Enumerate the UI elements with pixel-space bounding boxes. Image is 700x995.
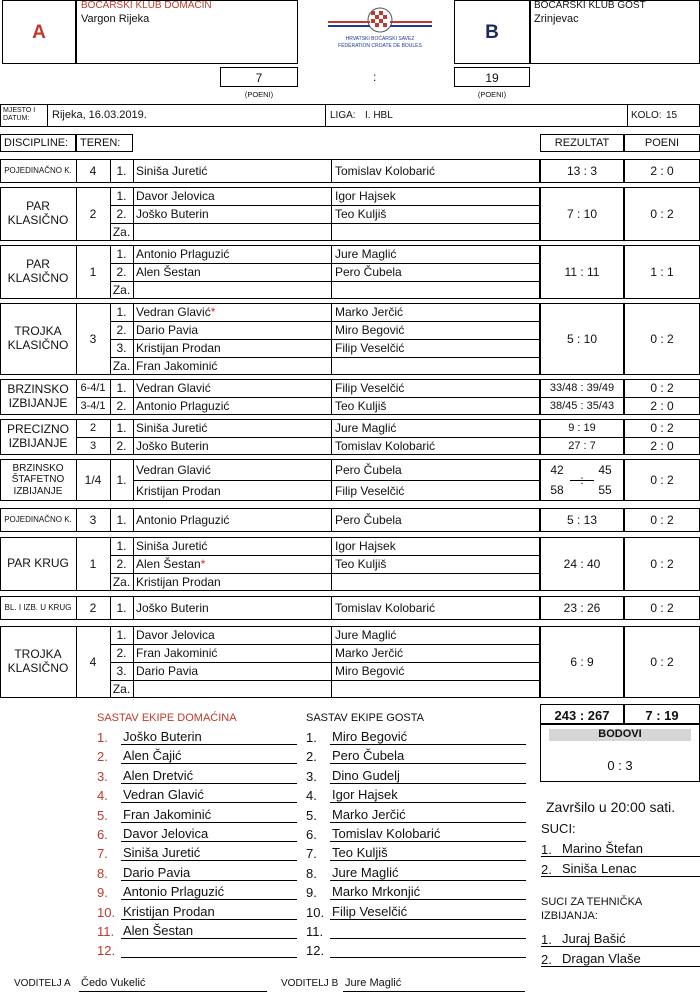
row-number: 1.: [116, 628, 127, 642]
col-divider: [331, 245, 332, 299]
field-number: 1: [89, 557, 97, 571]
roster-number: 10.: [306, 904, 325, 920]
roster-player-name: Igor Hajsek: [330, 787, 526, 803]
roster-player-name: Dario Pavia: [121, 865, 297, 881]
field-header: TEREN:: [76, 134, 133, 152]
game-points: 2 : 0: [650, 439, 674, 453]
roster-row: [306, 727, 526, 745]
row-number: 1.: [116, 164, 127, 178]
home-player-name: Fran Jakominić: [136, 646, 218, 660]
field-number: 2: [89, 421, 97, 434]
judge-number: 1.: [541, 932, 552, 947]
discipline-header: DISCIPLINE:: [0, 134, 76, 152]
roster-player-name: Kristijan Prodan: [121, 904, 297, 920]
row-number: Za.: [112, 283, 131, 297]
guest-player: Marko Jerčić: [335, 305, 404, 319]
field-number: 4: [89, 655, 97, 669]
row-number: 2.: [116, 646, 127, 660]
points-header: POENI: [624, 134, 700, 152]
guest-player: [335, 573, 539, 591]
total-result-box: [540, 704, 624, 724]
home-player: [136, 263, 330, 281]
roster-player-name: [121, 942, 297, 958]
game-points: 0 : 2: [650, 513, 674, 527]
home-player-name: Vedran Glavić: [136, 462, 211, 477]
home-poeni-label: (POENI): [244, 90, 274, 99]
col-divider: [133, 537, 134, 591]
game-points: 0 : 2: [650, 655, 674, 669]
roster-row: [97, 902, 297, 920]
field-number: 3: [89, 332, 97, 346]
roster-row: [97, 727, 297, 745]
roster-number: 1.: [97, 730, 108, 745]
home-player: [136, 555, 330, 573]
roster-number: 8.: [306, 865, 317, 881]
roster-number: 2.: [97, 749, 108, 765]
tech-label-2: IZBIJANJA:: [541, 910, 598, 922]
game-points: 0 : 2: [650, 557, 674, 571]
row-number: 1.: [116, 421, 127, 435]
roster-row: [306, 805, 526, 823]
relay-result-b1: 45: [598, 463, 612, 477]
home-player: [136, 205, 330, 223]
home-player: [136, 662, 330, 680]
roster-player-name: Teo Kuljiš: [330, 845, 526, 861]
row-number: 2.: [116, 207, 127, 221]
game-result: 23 : 26: [563, 601, 601, 615]
result-header: REZULTAT: [540, 134, 624, 152]
home-player-name: Kristijan Prodan: [136, 483, 221, 498]
discipline-name: BRZINSKO IZBIJANJE: [7, 382, 69, 410]
guest-player: Teo Kuljiš: [335, 207, 387, 221]
row-number: 1.: [116, 513, 127, 527]
home-player: [136, 281, 330, 299]
judge-row: [541, 859, 700, 877]
field-number: 1: [89, 265, 97, 279]
guest-club-name: Zrinjevac: [534, 13, 579, 25]
roster-number: 1.: [306, 730, 317, 745]
home-player-name: Davor Jelovica: [136, 189, 215, 203]
substitution-mark: *: [210, 305, 216, 319]
game-points: 1 : 1: [650, 265, 674, 279]
guest-player: Filip Veselčić: [335, 381, 405, 395]
roster-row: [97, 882, 297, 900]
guest-letter-box: [454, 0, 530, 64]
home-player: [136, 187, 330, 205]
home-player-name: Joško Buterin: [136, 207, 209, 221]
game-points: 0 : 2: [650, 601, 674, 615]
roster-number: 4.: [306, 788, 317, 804]
roster-number: 11.: [306, 924, 324, 939]
discipline-name: BRZINSKO ŠTAFETNO IZBIJANJE: [11, 462, 65, 497]
roster-row: [97, 940, 297, 958]
row-number: 2.: [116, 323, 127, 337]
home-player-name: Kristijan Prodan: [136, 575, 221, 589]
roster-row: [306, 940, 526, 958]
roster-player-name: Tomislav Kolobarić: [330, 826, 526, 842]
col-divider: [331, 508, 332, 532]
row-number: Za.: [112, 225, 131, 239]
roster-player-name: Dino Gudelj: [330, 768, 526, 784]
home-player-name: Joško Buterin: [136, 601, 209, 615]
total-points: 7 : 19: [645, 708, 679, 723]
bodovi-value: 0 : 3: [607, 758, 633, 773]
guest-roster-title: SASTAV EKIPE GOSTA: [306, 712, 424, 724]
field-number: 2: [89, 601, 97, 615]
home-player: [136, 159, 330, 183]
judge-number: 2.: [541, 862, 552, 877]
guest-player: Filip Veselčić: [335, 341, 405, 355]
guest-player: [335, 281, 539, 299]
league: I. HBL: [365, 110, 393, 121]
home-player-name: Siniša Juretić: [136, 539, 208, 553]
guest-player: Jure Maglić: [335, 628, 397, 642]
roster-player-name: Vedran Glavić: [121, 787, 297, 803]
guest-player: [335, 357, 539, 375]
discipline-name: PAR KRUG: [7, 556, 69, 571]
roster-player-name: Davor Jelovica: [121, 826, 297, 842]
discipline-name: POJEDINAČNO K.: [4, 515, 72, 525]
row-number: 1.: [116, 381, 127, 395]
home-player: Antonio Prlaguzić: [136, 399, 230, 413]
roster-row: [306, 824, 526, 842]
game-result: 13 : 3: [566, 164, 598, 178]
col-divider: [331, 596, 332, 620]
game-points: 0 : 2: [650, 421, 674, 435]
roster-row: [306, 843, 526, 861]
game-result: 33/48 : 39/49: [549, 381, 615, 394]
guest-player: Tomislav Kolobarić: [335, 601, 436, 615]
roster-number: 8.: [97, 865, 108, 881]
guest-player: Pero Čubela: [335, 462, 402, 477]
league-label: LIGA:: [330, 110, 356, 121]
roster-player-name: Fran Jakominić: [121, 807, 297, 823]
discipline-name: PRECIZNO IZBIJANJE: [6, 422, 69, 450]
home-player: [136, 573, 330, 591]
row-number: Za.: [112, 682, 131, 696]
row-number: 1.: [116, 473, 127, 487]
judge-name: Marino Štefan: [541, 841, 700, 857]
guest-player: Igor Hajsek: [335, 539, 396, 553]
guest-player: Marko Jerčić: [335, 646, 404, 660]
discipline-name: TROJKA KLASIČNO: [7, 324, 69, 352]
field-number: 3: [89, 439, 97, 452]
row-number: 2.: [116, 557, 127, 571]
game-result: 24 : 40: [563, 557, 601, 571]
home-player-name: Dario Pavia: [136, 664, 199, 678]
row-number: 2.: [116, 265, 127, 279]
home-letter: A: [32, 22, 46, 43]
roster-row: [97, 746, 297, 764]
roster-player-name: [330, 923, 526, 939]
row-divider: [570, 480, 594, 481]
roster-row: [97, 921, 297, 939]
guest-player: Teo Kuljiš: [335, 399, 387, 413]
discipline-name: PAR KLASIČNO: [7, 199, 69, 227]
guest-club-box: [530, 0, 700, 64]
roster-row: [97, 824, 297, 842]
roster-number: 3.: [306, 768, 317, 784]
coach-a-label: VODITELJ A: [14, 978, 71, 989]
roster-row: [97, 766, 297, 784]
substitution-mark: *: [200, 557, 206, 571]
roster-player-name: Miro Begović: [330, 729, 526, 745]
home-player: [136, 245, 330, 263]
home-roster-title: SASTAV EKIPE DOMAĆINA: [97, 712, 237, 724]
game-result: 7 : 10: [566, 207, 598, 221]
home-player-name: Alen Šestan: [136, 557, 201, 571]
home-points-box: [220, 67, 298, 87]
home-points: 7: [255, 71, 263, 85]
roster-player-name: Alen Čajić: [121, 748, 297, 764]
col-divider: [133, 245, 134, 299]
home-player: [136, 357, 330, 375]
roster-number: 10.: [97, 904, 116, 920]
roster-number: 4.: [97, 788, 108, 804]
judges-label: SUCI:: [541, 821, 576, 836]
roster-row: [306, 902, 526, 920]
judge-name: Juraj Bašić: [541, 931, 700, 947]
game-result: 27 : 7: [568, 439, 596, 452]
bodovi-box: [540, 724, 700, 782]
roster-row: [97, 843, 297, 861]
judge-number: 1.: [541, 842, 552, 857]
guest-player: Miro Begović: [335, 664, 405, 678]
row-number: Za.: [112, 575, 131, 589]
guest-points-box: [454, 67, 530, 87]
home-player: [136, 537, 330, 555]
guest-player: Jure Maglić: [335, 421, 397, 435]
place-date: Rijeka, 16.03.2019.: [52, 109, 147, 121]
home-club-box: [76, 0, 298, 64]
game-points: 2 : 0: [650, 164, 674, 178]
row-number: 1.: [116, 247, 127, 261]
bodovi-label: BODOVI: [598, 728, 642, 740]
coach-b-label: VODITELJ B: [281, 978, 339, 989]
judge-number: 2.: [541, 952, 552, 967]
roster-number: 7.: [306, 846, 317, 862]
home-player: [136, 596, 330, 620]
col-divider: [133, 596, 134, 620]
relay-result-a2: 58: [550, 483, 564, 497]
points-separator: :: [373, 70, 377, 84]
round-label: KOLO:: [631, 110, 662, 121]
relay-result-a1: 42: [550, 463, 564, 477]
row-number: 1.: [116, 539, 127, 553]
game-result: 6 : 9: [570, 655, 594, 669]
home-player: [136, 339, 330, 357]
roster-player-name: Jure Maglić: [330, 865, 526, 881]
roster-number: 12.: [97, 943, 116, 959]
guest-player: [335, 680, 539, 698]
roster-player-name: Alen Dretvić: [121, 768, 297, 784]
home-club-label: BOCARSKI KLUB DOMACIN: [81, 0, 212, 11]
place-date-label: MJESTO I DATUM:: [3, 107, 36, 122]
coach-a: Čedo Vukelić: [81, 977, 146, 989]
roster-number: 2.: [306, 749, 317, 765]
roster-row: [306, 863, 526, 881]
col-divider: [133, 508, 134, 532]
discipline-name: PAR KLASIČNO: [7, 257, 69, 285]
row-number: 2.: [116, 439, 127, 453]
field-number: 1/4: [84, 473, 102, 487]
field-number: 6-4/1: [80, 381, 106, 394]
game-result: 5 : 10: [566, 332, 598, 346]
finished-time: Završilo u 20:00 sati.: [546, 799, 676, 815]
tech-label-1: SUCI ZA TEHNIČKA: [541, 896, 643, 908]
roster-number: 9.: [306, 885, 317, 901]
roster-number: 3.: [97, 768, 108, 784]
roster-player-name: Alen Šestan: [121, 923, 297, 939]
home-player-name: Davor Jelovica: [136, 628, 215, 642]
judge-row: [541, 949, 700, 967]
home-player: Vedran Glavić: [136, 381, 211, 395]
roster-player-name: [330, 942, 526, 958]
roster-number: 11.: [97, 924, 115, 939]
logo-text-bottom: FÉDÉRATION CROATE DE BOULES: [338, 43, 422, 49]
guest-player: Pero Čubela: [335, 265, 402, 279]
home-player: [136, 459, 330, 480]
roster-player-name: Antonio Prlaguzić: [121, 884, 297, 900]
total-points-box: [624, 704, 700, 724]
game-points: 0 : 2: [650, 332, 674, 346]
home-player: [136, 321, 330, 339]
roster-row: [306, 785, 526, 803]
home-player: Siniša Juretić: [136, 421, 208, 435]
roster-row: [97, 863, 297, 881]
col-divider: [331, 537, 332, 591]
game-result: 38/45 : 35/43: [549, 399, 615, 412]
game-points: 0 : 2: [650, 381, 674, 395]
roster-row: [97, 805, 297, 823]
game-points: 0 : 2: [650, 207, 674, 221]
row-number: Za.: [112, 359, 131, 373]
guest-player: Tomislav Kolobarić: [335, 439, 436, 453]
home-player: [136, 480, 330, 501]
round: 15: [666, 110, 678, 121]
home-club-name: Vargon Rijeka: [81, 13, 150, 25]
relay-result-separator: :: [580, 473, 584, 487]
roster-number: 5.: [97, 807, 108, 823]
field-number: 4: [89, 164, 97, 178]
coach-b: Jure Maglić: [345, 977, 402, 989]
guest-club-label: BOCARSKI KLUB GOST: [534, 0, 646, 11]
home-player: [136, 303, 330, 321]
total-result: 243 : 267: [554, 708, 610, 723]
row-number: 3.: [116, 664, 127, 678]
game-points: 0 : 2: [650, 473, 674, 487]
home-player-name: Fran Jakominić: [136, 359, 218, 373]
roster-row: [306, 766, 526, 784]
home-player-name: Kristijan Prodan: [136, 341, 221, 355]
field-number: 2: [89, 207, 97, 221]
guest-letter: B: [485, 22, 499, 43]
judge-name: Siniša Lenac: [541, 861, 700, 877]
federation-logo: [318, 0, 442, 52]
guest-player: Teo Kuljiš: [335, 557, 387, 571]
home-player-name: Antonio Prlaguzić: [136, 247, 230, 261]
roster-player-name: Joško Buterin: [121, 729, 297, 745]
home-player: [136, 223, 330, 241]
home-letter-box: [2, 0, 76, 64]
roster-row: [306, 882, 526, 900]
game-result: 5 : 13: [566, 513, 598, 527]
guest-player: Pero Čubela: [335, 513, 402, 527]
field-number: 3: [89, 513, 97, 527]
roster-number: 7.: [97, 846, 108, 862]
home-player-name: Siniša Juretić: [136, 164, 208, 178]
guest-points: 19: [485, 71, 499, 85]
row-number: 2.: [116, 399, 127, 413]
row-number: 3.: [116, 341, 127, 355]
judge-row: [541, 929, 700, 947]
game-result: 11 : 11: [564, 265, 600, 279]
roster-player-name: Pero Čubela: [330, 748, 526, 764]
home-player: [136, 508, 330, 532]
home-player-name: Alen Šestan: [136, 265, 201, 279]
col-divider: [133, 159, 134, 183]
roster-number: 5.: [306, 807, 317, 823]
row-number: 1.: [116, 305, 127, 319]
roster-row: [97, 785, 297, 803]
roster-player-name: Marko Mrkonjić: [330, 884, 526, 900]
roster-number: 9.: [97, 885, 108, 901]
relay-result-b2: 55: [598, 483, 612, 497]
guest-player: Tomislav Kolobarić: [335, 164, 436, 178]
roster-player-name: Filip Veselčić: [330, 904, 526, 920]
guest-player: Filip Veselčić: [335, 483, 405, 498]
judge-name: Dragan Vlaše: [541, 951, 700, 967]
roster-row: [306, 921, 526, 939]
guest-poeni-label: (POENI): [477, 90, 507, 99]
guest-player: Jure Maglić: [335, 247, 397, 261]
judge-row: [541, 839, 700, 857]
discipline-name: BL. I IZB. U KRUG: [4, 603, 72, 613]
guest-player: Igor Hajsek: [335, 189, 396, 203]
discipline-name: POJEDINAČNO K.: [4, 166, 72, 176]
roster-row: [306, 746, 526, 764]
roster-player-name: Marko Jerčić: [330, 807, 526, 823]
col-divider: [133, 187, 134, 241]
roster-number: 6.: [306, 827, 317, 842]
game-points: 2 : 0: [650, 399, 674, 413]
guest-player: Miro Begović: [335, 323, 405, 337]
logo-text-top: HRVATSKI BOĆARSKI SAVEZ: [345, 36, 415, 42]
col-divider: [331, 159, 332, 183]
roster-player-name: Siniša Juretić: [121, 845, 297, 861]
roster-number: 6.: [97, 827, 108, 842]
roster-number: 12.: [306, 943, 325, 959]
row-number: 1.: [116, 189, 127, 203]
home-player-name: Dario Pavia: [136, 323, 199, 337]
col-divider: [331, 187, 332, 241]
home-player-name: Antonio Prlaguzić: [136, 513, 230, 527]
home-player: [136, 644, 330, 662]
field-number: 3-4/1: [80, 399, 106, 412]
discipline-name: TROJKA KLASIČNO: [7, 647, 69, 675]
guest-player: [335, 223, 539, 241]
home-player: [136, 680, 330, 698]
home-player: [136, 626, 330, 644]
home-player-name: Vedran Glavić: [136, 305, 211, 319]
game-result: 9 : 19: [568, 421, 596, 434]
row-number: 1.: [116, 601, 127, 615]
home-player: Joško Buterin: [136, 439, 209, 453]
